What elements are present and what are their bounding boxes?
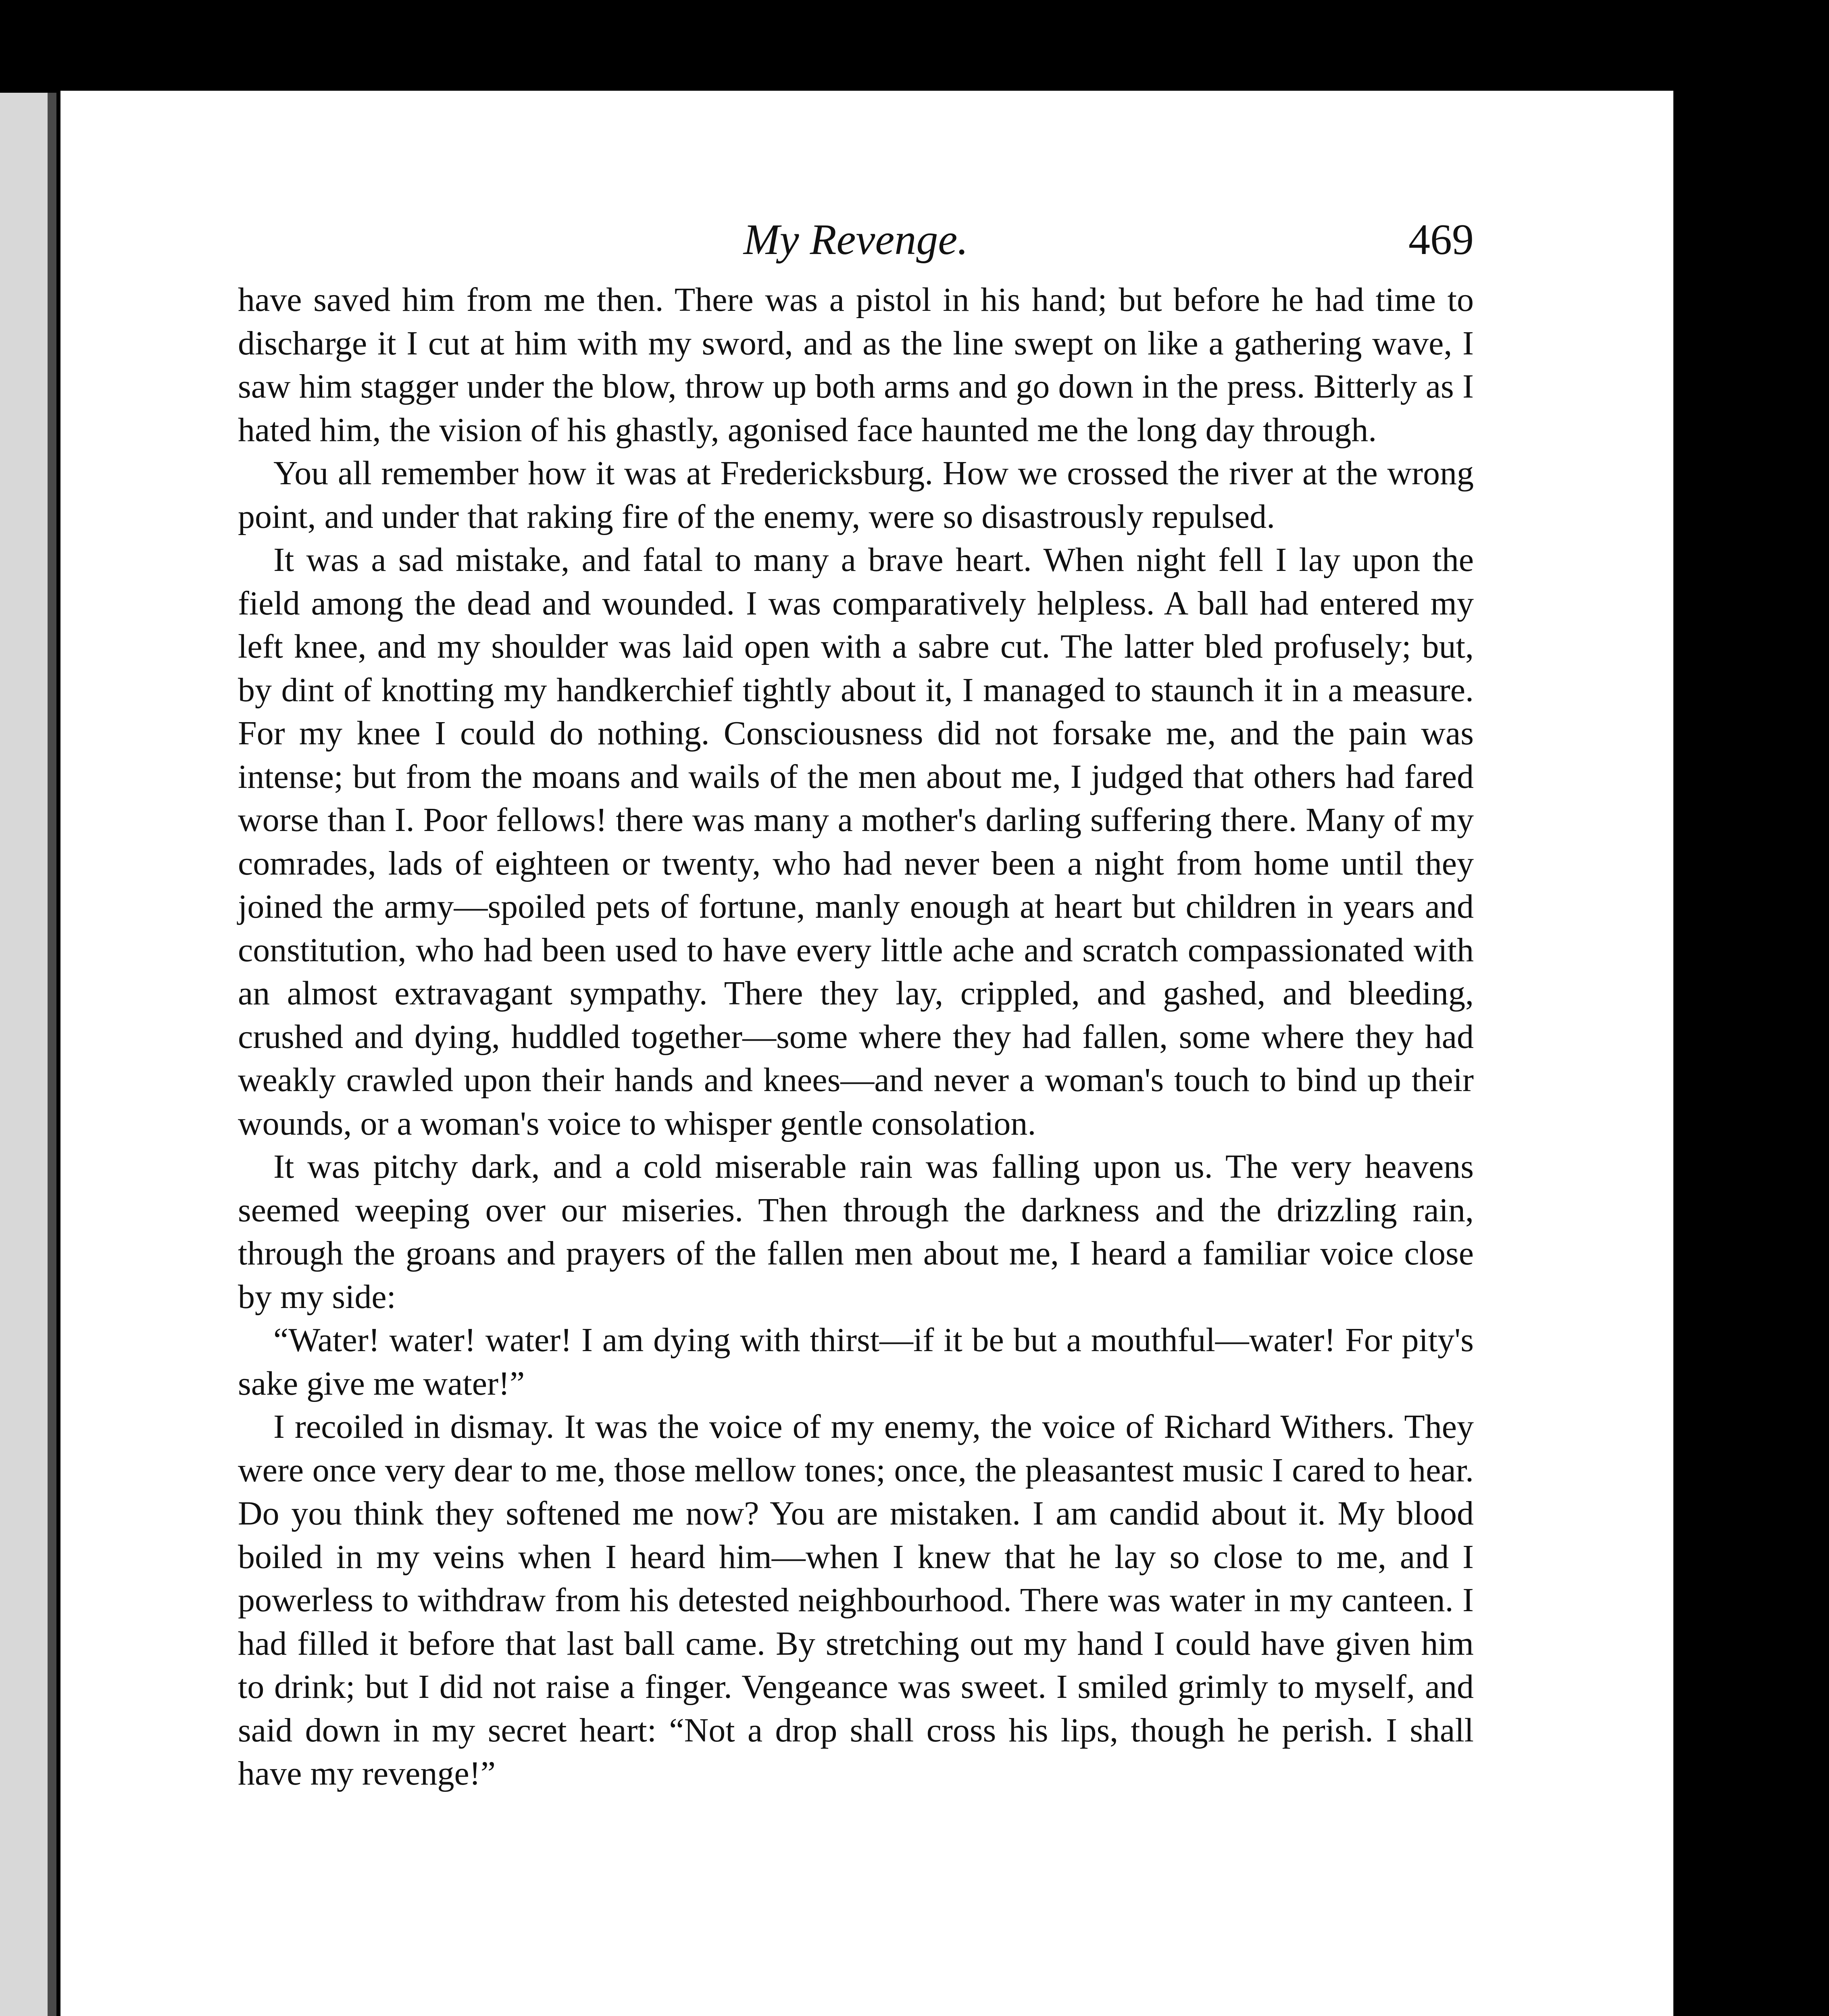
body-text bbox=[238, 278, 1474, 1795]
paragraph-3: It was a sad mistake, and fatal to many a brave heart. When night fell I lay upon the field among the dead and wounded. I was comparatively helpless. A ball had entered my left knee, and my shoulder was laid open with a sabre cut. The latter bled profusely; but, by dint of knotting my handkerchief tightly about it, I managed to staunch it in a measure. For my knee I could do nothing. Consciousness did not forsake me, and the pain was intense; but from the moans and wails of the men about me, I judged that others had fared worse than I. Poor fellows! there was many a mother's darling suffering there. Many of my comrades, lads of eighteen or twenty, who had never been a night from home until they joined the army—spoiled pets of fortune, manly enough at heart but children in years and constitution, who had been used to have every little ache and scratch compassionated with an almost extravagant sympathy. There they lay, crippled, and gashed, and bleeding, crushed and dying, huddled together—some where they had fallen, some where they had weakly crawled upon their hands and knees—and never a woman's touch to bind up their wounds, or a woman's voice to whisper gentle consolation. bbox=[238, 541, 1474, 1142]
paragraph-6: I recoiled in dismay. It was the voice of my enemy, the voice of Richard Withers. They were once very dear to me, those mellow tones; once, the pleasantest music I cared to hear. Do you think they softened me now? You are mistaken. I am candid about it. My blood boiled in my veins when I heard him—when I knew that he lay so close to me, and I powerless to withdraw from his detested neighbourhood. There was water in my canteen. I had filled it before that last ball came. By stretching out my hand I could have given him to drink; but I did not raise a finger. Vengeance was sweet. I smiled grimly to myself, and said down in my secret heart: “Not a drop shall cross his lips, though he perish. I shall have my revenge!” bbox=[238, 1408, 1474, 1792]
paragraph-5: “Water! water! water! I am dying with thirst—if it be but a mouthful—water! For pity's sake give me water!” bbox=[238, 1321, 1474, 1402]
page-gutter-shadow bbox=[48, 93, 56, 2016]
page-header bbox=[238, 204, 1474, 276]
paragraph-1: have saved him from me then. There was a pistol in his hand; but before he had time to discharge it I cut at him with my sword, and as the line swept on like a gathering wave, I saw him stagger under the blow, throw up both arms and go down in the press. Bitterly as I hated him, the vision of his ghastly, agonised face haunted me the long day through. bbox=[238, 281, 1474, 449]
page-number: 469 bbox=[1408, 216, 1474, 264]
paragraph-4: It was pitchy dark, and a cold miserable rain was falling upon us. The very heavens seemed weeping over our miseries. Then through the darkness and the drizzling rain, through the groans and prayers of the fallen men about me, I heard a familiar voice close by my side: bbox=[238, 1148, 1474, 1316]
paragraph-2: You all remember how it was at Fredericksburg. How we crossed the river at the wrong point, and under that raking fire of the enemy, were so disastrously repulsed. bbox=[238, 454, 1474, 535]
running-title: My Revenge. bbox=[743, 216, 969, 264]
